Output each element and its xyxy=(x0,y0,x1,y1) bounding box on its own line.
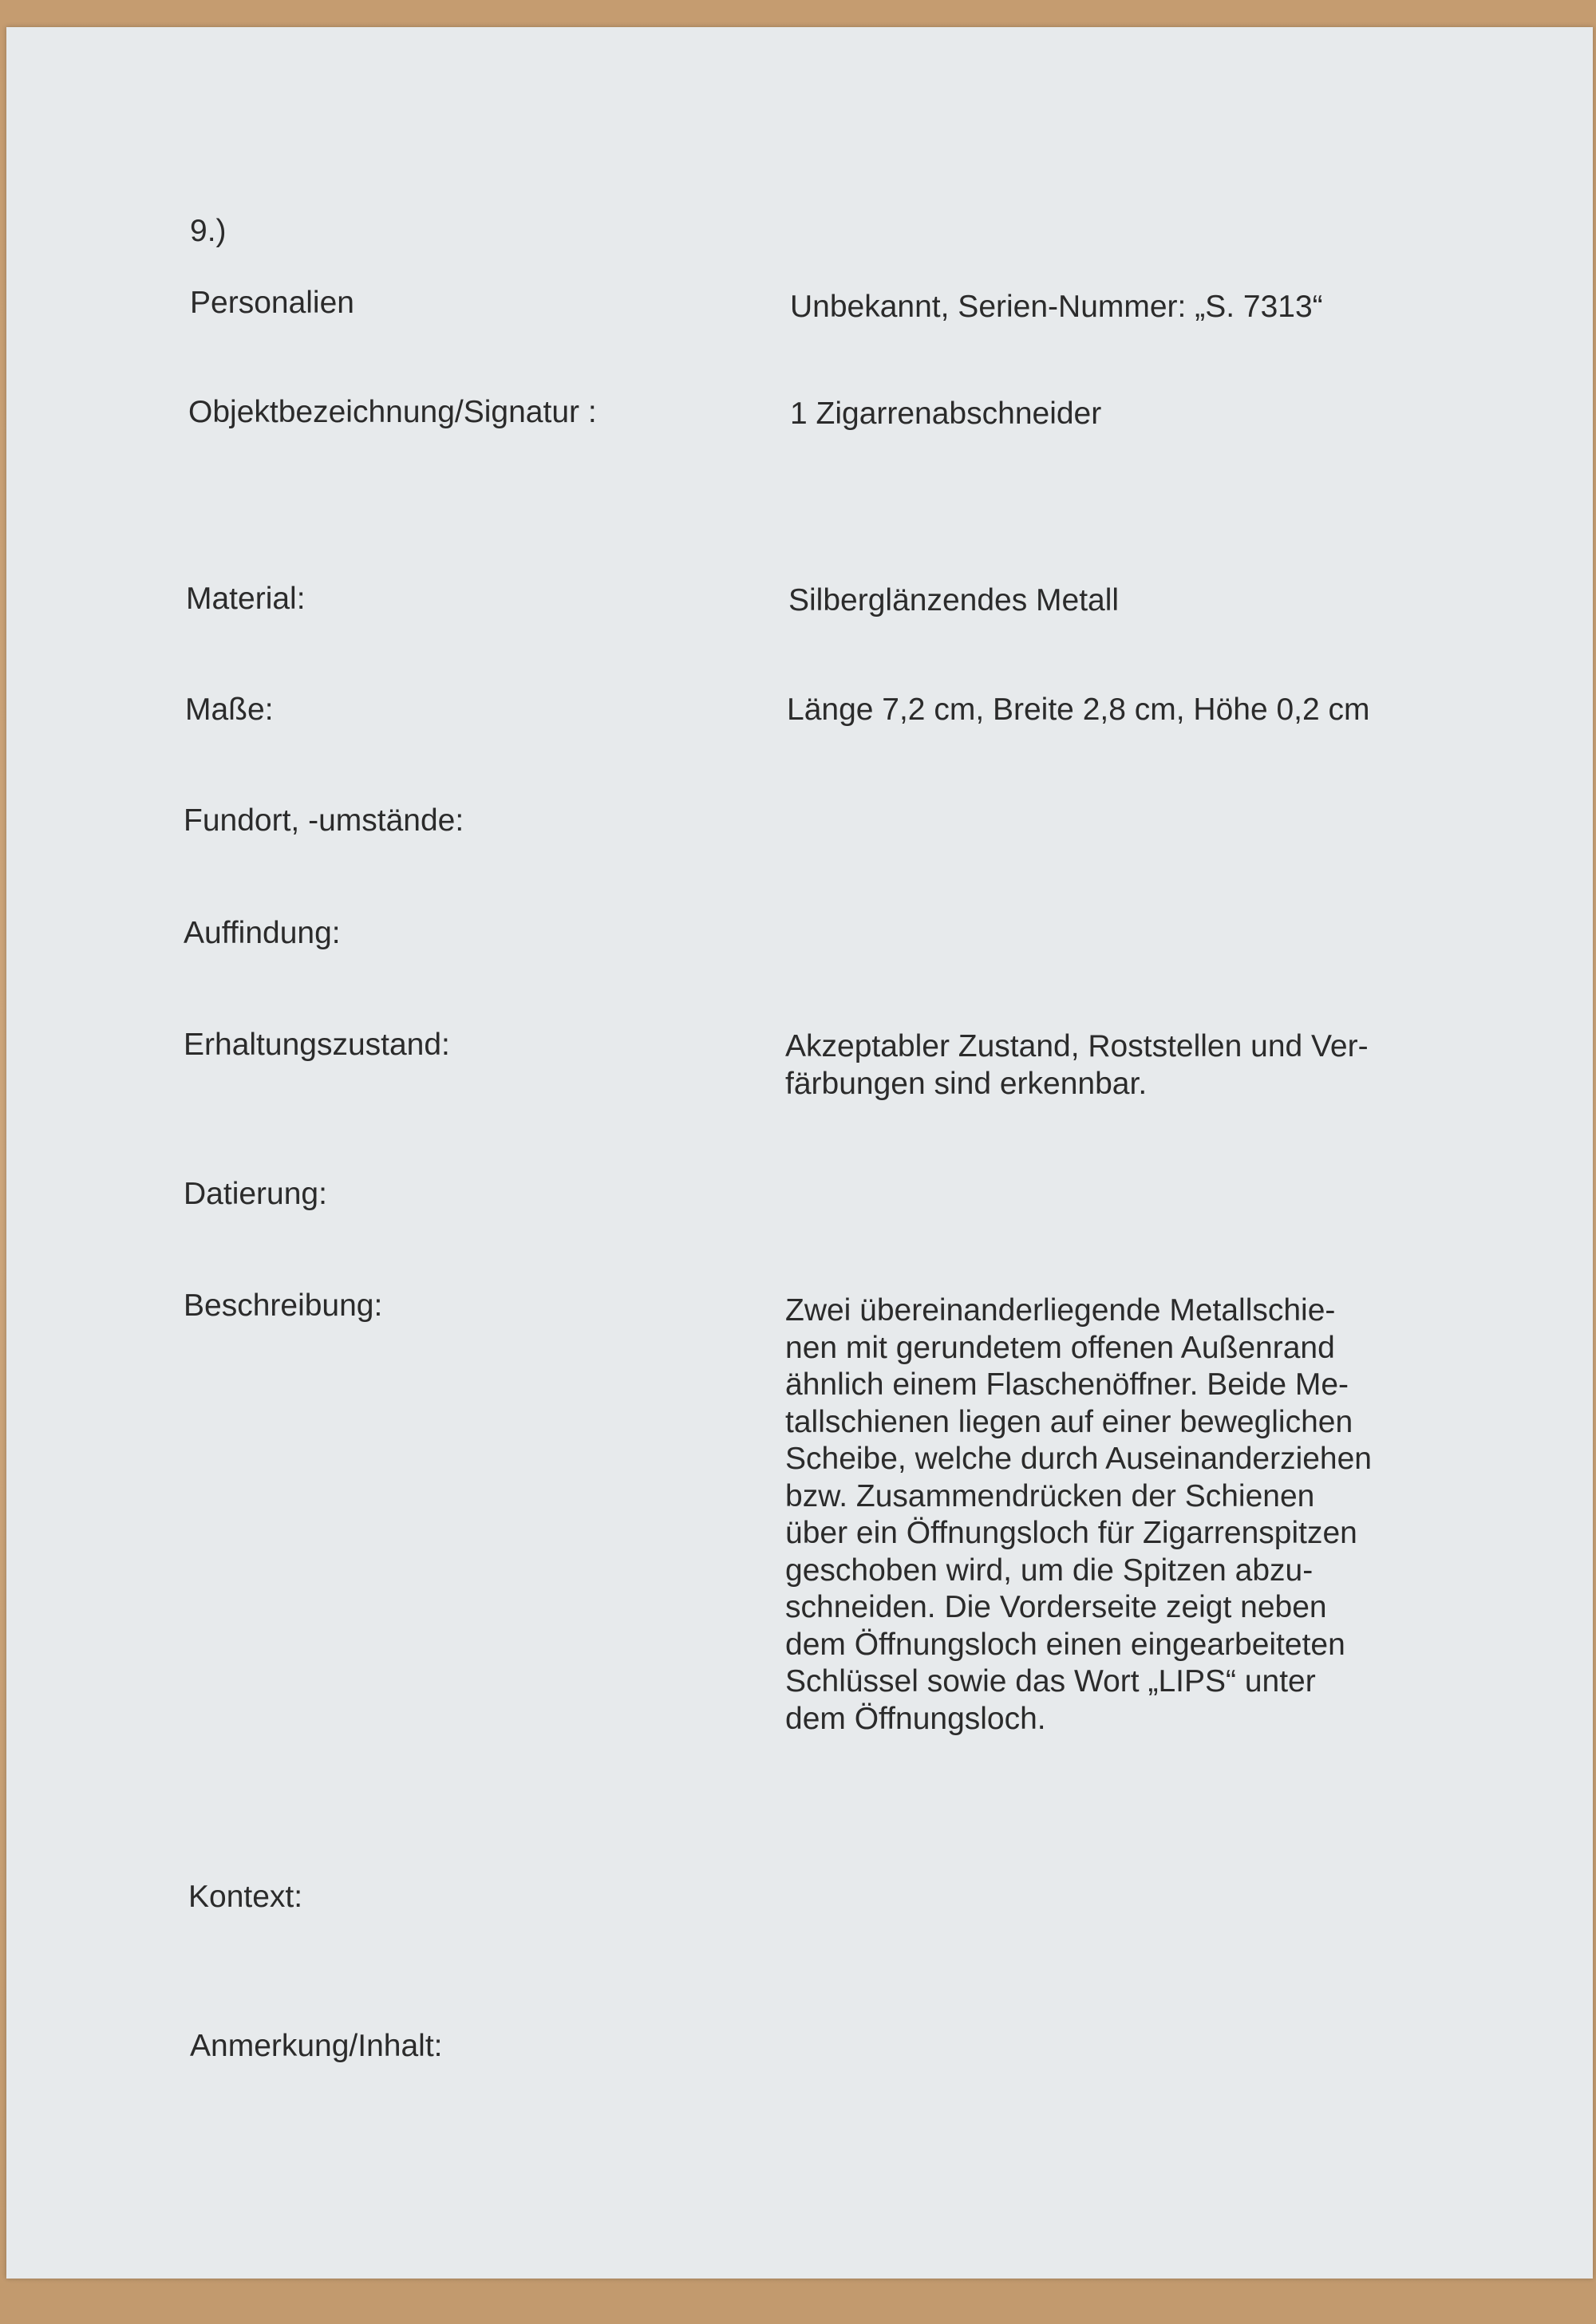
record-number: 9.) xyxy=(190,214,227,248)
label-anmerkung: Anmerkung/Inhalt: xyxy=(190,2029,443,2063)
value-beschreibung: Zwei übereinanderliegende Metallschie- nen mit gerundetem offenen Außenrand ähnlich einem Flaschenöffner. Beide Me- tallschienen liegen auf einer beweglichen Scheibe, welche durch Auseinanderziehen bzw. Zusammendrücken der Schienen über ein Öffnungsloch für Zigarrenspitzen geschoben wird, um die Spitzen abzu- schneiden. Die Vorderseite zeigt neben dem Öffnungsloch einen eingearbeiteten Schlüssel sowie das Wort „LIPS“ unter dem Öffnungsloch. xyxy=(785,1293,1373,1736)
value-objektbezeichnung: 1 Zigarrenabschneider xyxy=(790,397,1102,431)
value-personalien: Unbekannt, Serien-Nummer: „S. 7313“ xyxy=(790,290,1323,324)
value-material: Silberglänzendes Metall xyxy=(788,583,1120,617)
label-kontext: Kontext: xyxy=(188,1880,303,1914)
record-sheet xyxy=(6,27,1593,2279)
label-personalien: Personalien xyxy=(190,286,354,320)
label-material: Material: xyxy=(186,582,306,616)
label-objektbezeichnung: Objektbezeichnung/Signatur : xyxy=(188,395,597,429)
value-masse: Länge 7,2 cm, Breite 2,8 cm, Höhe 0,2 cm xyxy=(787,692,1370,727)
label-fundort: Fundort, -umstände: xyxy=(184,803,464,838)
label-erhaltungszustand: Erhaltungszustand: xyxy=(184,1028,450,1062)
label-masse: Maße: xyxy=(185,692,274,727)
value-erhaltungszustand: Akzeptabler Zustand, Roststellen und Ver- färbungen sind erkennbar. xyxy=(785,1029,1369,1101)
label-beschreibung: Beschreibung: xyxy=(184,1288,383,1323)
label-auffindung: Auffindung: xyxy=(184,916,341,950)
label-datierung: Datierung: xyxy=(184,1177,327,1211)
